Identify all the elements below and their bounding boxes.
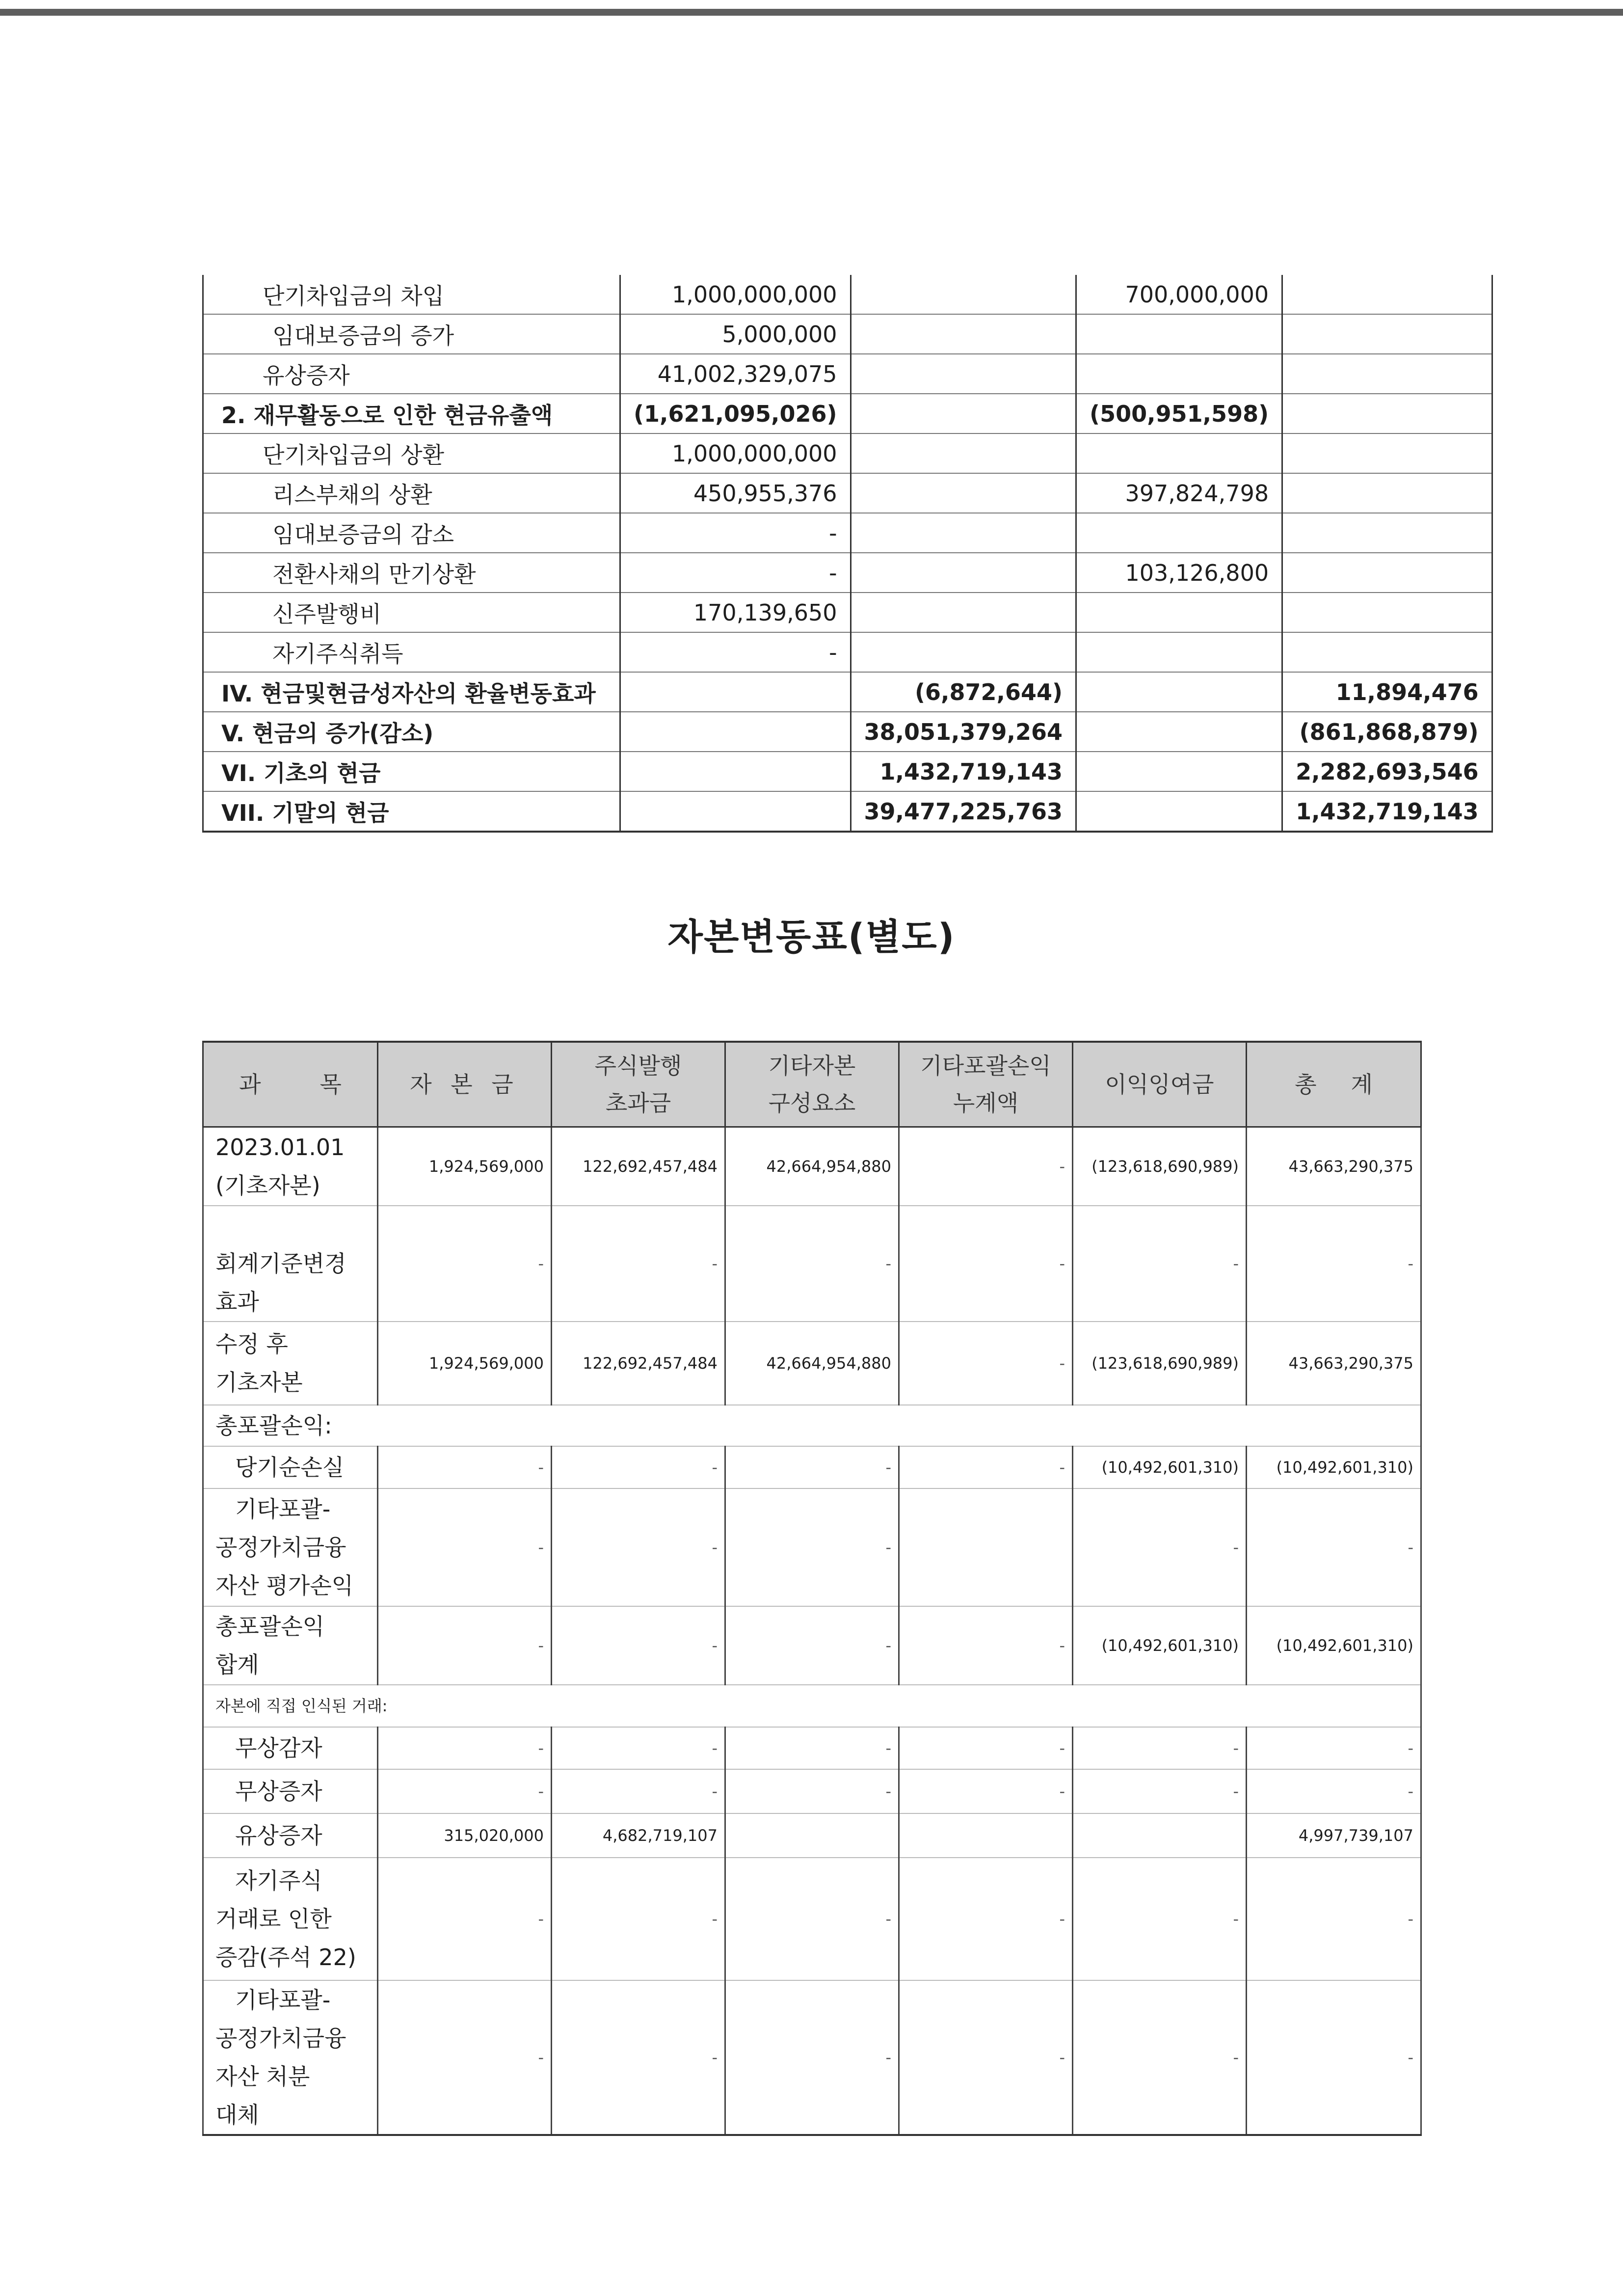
cashflow-amount-c2 — [851, 513, 1076, 553]
equity-amount: - — [378, 1606, 552, 1685]
cashflow-amount-c2: 1,432,719,143 — [851, 752, 1076, 791]
equity-amount: - — [1247, 1488, 1421, 1606]
cashflow-amount-c2 — [851, 553, 1076, 593]
cashflow-amount-c1 — [620, 712, 851, 752]
equity-amount: (123,618,690,989) — [1073, 1322, 1247, 1405]
equity-amount: - — [552, 1980, 725, 2135]
label-line: 자기주식 — [235, 1867, 322, 1894]
equity-amount: - — [725, 1727, 899, 1769]
cashflow-amount-c2 — [851, 354, 1076, 394]
cashflow-amount-c3 — [1076, 632, 1282, 672]
equity-amount: - — [899, 1606, 1073, 1685]
header-text: 자 본 금 — [410, 1071, 519, 1098]
equity-amount: 42,664,954,880 — [725, 1127, 899, 1206]
equity-amount: - — [552, 1446, 725, 1488]
cashflow-amount-c4: 1,432,719,143 — [1282, 791, 1492, 832]
cashflow-amount-c4 — [1282, 433, 1492, 473]
cashflow-amount-c1: 41,002,329,075 — [620, 354, 851, 394]
equity-amount: 43,663,290,375 — [1247, 1322, 1421, 1405]
equity-row — [203, 1606, 1421, 1685]
label-line: 자산 처분 — [215, 2063, 310, 2090]
label-line: 당기순손실 — [235, 1454, 345, 1481]
equity-row — [203, 1685, 1421, 1727]
cashflow-amount-c1: - — [620, 513, 851, 553]
cashflow-label: 리스부채의 상환 — [203, 473, 620, 513]
equity-row-label — [203, 1727, 378, 1769]
cashflow-row — [203, 553, 1492, 593]
header-text: 기타자본 — [768, 1053, 856, 1079]
cashflow-amount-c4 — [1282, 632, 1492, 672]
equity-amount: - — [725, 1606, 899, 1685]
equity-amount: - — [725, 1488, 899, 1606]
label-line: (기초자본) — [215, 1172, 320, 1199]
equity-amount: - — [899, 1206, 1073, 1322]
cashflow-amount-c2: 38,051,379,264 — [851, 712, 1076, 752]
equity-amount: 4,997,739,107 — [1247, 1813, 1421, 1858]
cashflow-amount-c2 — [851, 394, 1076, 433]
equity-amount: - — [725, 1980, 899, 2135]
cashflow-label: 신주발행비 — [203, 593, 620, 632]
equity-amount: (10,492,601,310) — [1247, 1446, 1421, 1488]
equity-amount: 1,924,569,000 — [378, 1127, 552, 1206]
header-text: 과 — [239, 1071, 261, 1098]
equity-amount: (123,618,690,989) — [1073, 1127, 1247, 1206]
header-text: 목 — [319, 1071, 342, 1098]
cashflow-amount-c1: - — [620, 553, 851, 593]
equity-amount: - — [378, 1858, 552, 1980]
equity-amount: - — [552, 1488, 725, 1606]
equity-amount: 315,020,000 — [378, 1813, 552, 1858]
cashflow-amount-c4 — [1282, 473, 1492, 513]
cashflow-amount-c2 — [851, 593, 1076, 632]
cashflow-amount-c3: 397,824,798 — [1076, 473, 1282, 513]
equity-row-label — [203, 1405, 1421, 1446]
equity-amount: - — [552, 1858, 725, 1980]
header-text: 기타포괄손익 — [920, 1053, 1051, 1079]
cashflow-amount-c3: (500,951,598) — [1076, 394, 1282, 433]
equity-row — [203, 1769, 1421, 1813]
equity-amount: - — [725, 1206, 899, 1322]
header-text: 초과금 — [605, 1090, 671, 1116]
equity-amount: - — [899, 1446, 1073, 1488]
cashflow-amount-c1 — [620, 672, 851, 712]
equity-row-label — [203, 1127, 378, 1206]
equity-row-label — [203, 1606, 378, 1685]
cashflow-amount-c4 — [1282, 314, 1492, 354]
cashflow-amount-c2 — [851, 314, 1076, 354]
cashflow-amount-c4 — [1282, 275, 1492, 314]
equity-amount: (10,492,601,310) — [1073, 1606, 1247, 1685]
equity-amount: - — [725, 1858, 899, 1980]
equity-row — [203, 1813, 1421, 1858]
label-line: 회계기준변경 — [215, 1250, 346, 1277]
cashflow-amount-c2 — [851, 433, 1076, 473]
equity-row — [203, 1405, 1421, 1446]
equity-amount: - — [899, 1127, 1073, 1206]
cashflow-row — [203, 672, 1492, 712]
top-border-bar — [0, 9, 1623, 16]
label-line: 기타포괄- — [235, 1495, 331, 1522]
cashflow-amount-c3 — [1076, 593, 1282, 632]
equity-row — [203, 1858, 1421, 1980]
equity-amount: 42,664,954,880 — [725, 1322, 899, 1405]
cashflow-amount-c4: (861,868,879) — [1282, 712, 1492, 752]
equity-header-cell — [378, 1042, 552, 1127]
cashflow-amount-c3 — [1076, 712, 1282, 752]
equity-amount: - — [552, 1769, 725, 1813]
equity-amount: - — [725, 1446, 899, 1488]
equity-row-label — [203, 1858, 378, 1980]
equity-amount: 43,663,290,375 — [1247, 1127, 1421, 1206]
equity-amount — [1073, 1813, 1247, 1858]
equity-amount: - — [725, 1769, 899, 1813]
equity-row-label — [203, 1685, 1421, 1727]
label-line: 공정가치금융 — [215, 1534, 346, 1561]
label-line: 총포괄손익 — [215, 1613, 325, 1640]
cashflow-amount-c3: 700,000,000 — [1076, 275, 1282, 314]
cashflow-label: VI. 기초의 현금 — [203, 752, 620, 791]
label-line — [215, 1206, 370, 1244]
equity-amount: - — [552, 1606, 725, 1685]
equity-amount: (10,492,601,310) — [1247, 1606, 1421, 1685]
cashflow-amount-c4 — [1282, 354, 1492, 394]
equity-row — [203, 1322, 1421, 1405]
label-line: 총포괄손익: — [215, 1412, 332, 1439]
equity-amount: - — [552, 1727, 725, 1769]
label-line: 2023.01.01 — [215, 1134, 345, 1161]
cashflow-table — [202, 275, 1493, 833]
label-line: 기초자본 — [215, 1369, 303, 1396]
cashflow-amount-c3: 103,126,800 — [1076, 553, 1282, 593]
label-line: 합계 — [215, 1651, 259, 1678]
equity-row-label — [203, 1488, 378, 1606]
equity-statement-title: 자본변동표(별도) — [667, 916, 956, 958]
cashflow-row — [203, 314, 1492, 354]
cashflow-amount-c1: 1,000,000,000 — [620, 433, 851, 473]
label-line: 유상증자 — [235, 1822, 322, 1849]
equity-amount: - — [1247, 1858, 1421, 1980]
cashflow-amount-c2 — [851, 275, 1076, 314]
equity-header-cell — [1073, 1042, 1247, 1127]
equity-amount: - — [378, 1727, 552, 1769]
cashflow-row — [203, 593, 1492, 632]
equity-amount: - — [1247, 1727, 1421, 1769]
equity-amount: - — [899, 1727, 1073, 1769]
label-line: 자본에 직접 인식된 거래: — [215, 1696, 388, 1715]
header-text: 총 — [1295, 1071, 1317, 1098]
equity-amount: - — [899, 1858, 1073, 1980]
cashflow-amount-c3 — [1076, 672, 1282, 712]
equity-amount: - — [378, 1446, 552, 1488]
equity-amount: - — [1073, 1727, 1247, 1769]
equity-amount: 122,692,457,484 — [552, 1127, 725, 1206]
equity-row — [203, 1446, 1421, 1488]
cashflow-label: 전환사채의 만기상환 — [203, 553, 620, 593]
cashflow-amount-c2 — [851, 473, 1076, 513]
cashflow-label: 단기차입금의 상환 — [203, 433, 620, 473]
cashflow-amount-c3 — [1076, 433, 1282, 473]
equity-amount: - — [1073, 1488, 1247, 1606]
cashflow-amount-c3 — [1076, 354, 1282, 394]
equity-header-cell — [203, 1042, 378, 1127]
cashflow-row — [203, 752, 1492, 791]
header-text: 누계액 — [953, 1090, 1019, 1116]
label-line: 수정 후 — [215, 1330, 288, 1357]
label-line: 대체 — [215, 2101, 259, 2128]
cashflow-amount-c3 — [1076, 314, 1282, 354]
cashflow-label: IV. 현금및현금성자산의 환율변동효과 — [203, 672, 620, 712]
cashflow-amount-c1: 5,000,000 — [620, 314, 851, 354]
equity-header-row — [203, 1042, 1421, 1127]
cashflow-amount-c2: 39,477,225,763 — [851, 791, 1076, 832]
equity-row — [203, 1980, 1421, 2135]
cashflow-row — [203, 394, 1492, 433]
equity-amount: 1,924,569,000 — [378, 1322, 552, 1405]
equity-amount: - — [378, 1206, 552, 1322]
equity-amount: - — [1247, 1769, 1421, 1813]
cashflow-row — [203, 473, 1492, 513]
label-line: 효과 — [215, 1288, 259, 1315]
label-line: 공정가치금융 — [215, 2025, 346, 2052]
cashflow-row — [203, 354, 1492, 394]
equity-header-cell — [899, 1042, 1073, 1127]
label-line: 증감(주석 22) — [215, 1944, 356, 1971]
cashflow-amount-c2: (6,872,644) — [851, 672, 1076, 712]
equity-amount: - — [899, 1769, 1073, 1813]
label-line: 무상감자 — [235, 1734, 322, 1761]
equity-row-label — [203, 1322, 378, 1405]
equity-amount: 122,692,457,484 — [552, 1322, 725, 1405]
cashflow-amount-c2 — [851, 632, 1076, 672]
equity-amount: - — [1247, 1206, 1421, 1322]
cashflow-amount-c4: 11,894,476 — [1282, 672, 1492, 712]
cashflow-row — [203, 791, 1492, 832]
equity-amount: - — [378, 1488, 552, 1606]
cashflow-label: 단기차입금의 차입 — [203, 275, 620, 314]
cashflow-amount-c4: 2,282,693,546 — [1282, 752, 1492, 791]
header-text: 구성요소 — [768, 1090, 856, 1116]
equity-amount: (10,492,601,310) — [1073, 1446, 1247, 1488]
equity-amount: - — [899, 1322, 1073, 1405]
equity-amount: - — [552, 1206, 725, 1322]
cashflow-amount-c3 — [1076, 513, 1282, 553]
equity-row — [203, 1127, 1421, 1206]
label-line: 거래로 인한 — [215, 1905, 332, 1932]
cashflow-row — [203, 712, 1492, 752]
cashflow-amount-c4 — [1282, 394, 1492, 433]
equity-amount: - — [1073, 1858, 1247, 1980]
equity-row-label — [203, 1980, 378, 2135]
cashflow-amount-c4 — [1282, 593, 1492, 632]
equity-amount: 4,682,719,107 — [552, 1813, 725, 1858]
equity-amount: - — [899, 1980, 1073, 2135]
equity-amount: - — [378, 1769, 552, 1813]
equity-amount: - — [1073, 1769, 1247, 1813]
cashflow-amount-c1: - — [620, 632, 851, 672]
cashflow-amount-c1 — [620, 791, 851, 832]
cashflow-amount-c3 — [1076, 791, 1282, 832]
cashflow-row — [203, 433, 1492, 473]
equity-change-table — [202, 1041, 1422, 2136]
cashflow-amount-c1 — [620, 752, 851, 791]
cashflow-amount-c3 — [1076, 752, 1282, 791]
equity-amount: - — [1247, 1980, 1421, 2135]
equity-row-label — [203, 1446, 378, 1488]
cashflow-label: 2. 재무활동으로 인한 현금유출액 — [203, 394, 620, 433]
label-line: 자산 평가손익 — [215, 1572, 354, 1599]
cashflow-amount-c1: 1,000,000,000 — [620, 275, 851, 314]
equity-header-cell — [552, 1042, 725, 1127]
label-line: 무상증자 — [235, 1778, 322, 1805]
cashflow-row — [203, 513, 1492, 553]
cashflow-amount-c4 — [1282, 513, 1492, 553]
equity-amount — [725, 1813, 899, 1858]
equity-amount — [899, 1813, 1073, 1858]
cashflow-amount-c1: (1,621,095,026) — [620, 394, 851, 433]
cashflow-row — [203, 275, 1492, 314]
header-text: 주식발행 — [594, 1053, 682, 1079]
equity-row — [203, 1488, 1421, 1606]
equity-row-label — [203, 1206, 378, 1322]
cashflow-label: 자기주식취득 — [203, 632, 620, 672]
equity-amount: - — [378, 1980, 552, 2135]
cashflow-amount-c1: 170,139,650 — [620, 593, 851, 632]
cashflow-amount-c1: 450,955,376 — [620, 473, 851, 513]
equity-row-label — [203, 1813, 378, 1858]
equity-amount — [899, 1488, 1073, 1606]
equity-amount: - — [1073, 1980, 1247, 2135]
header-text: 계 — [1351, 1071, 1373, 1098]
equity-amount: - — [1073, 1206, 1247, 1322]
equity-row — [203, 1727, 1421, 1769]
equity-row — [203, 1206, 1421, 1322]
cashflow-label: VII. 기말의 현금 — [203, 791, 620, 832]
cashflow-label: 임대보증금의 증가 — [203, 314, 620, 354]
cashflow-label: 임대보증금의 감소 — [203, 513, 620, 553]
equity-header-cell — [1247, 1042, 1421, 1127]
header-text: 이익잉여금 — [1105, 1071, 1214, 1098]
cashflow-label: V. 현금의 증가(감소) — [203, 712, 620, 752]
cashflow-row — [203, 632, 1492, 672]
label-line: 기타포괄- — [235, 1986, 331, 2013]
cashflow-amount-c4 — [1282, 553, 1492, 593]
equity-header-cell — [725, 1042, 899, 1127]
cashflow-label: 유상증자 — [203, 354, 620, 394]
equity-row-label — [203, 1769, 378, 1813]
